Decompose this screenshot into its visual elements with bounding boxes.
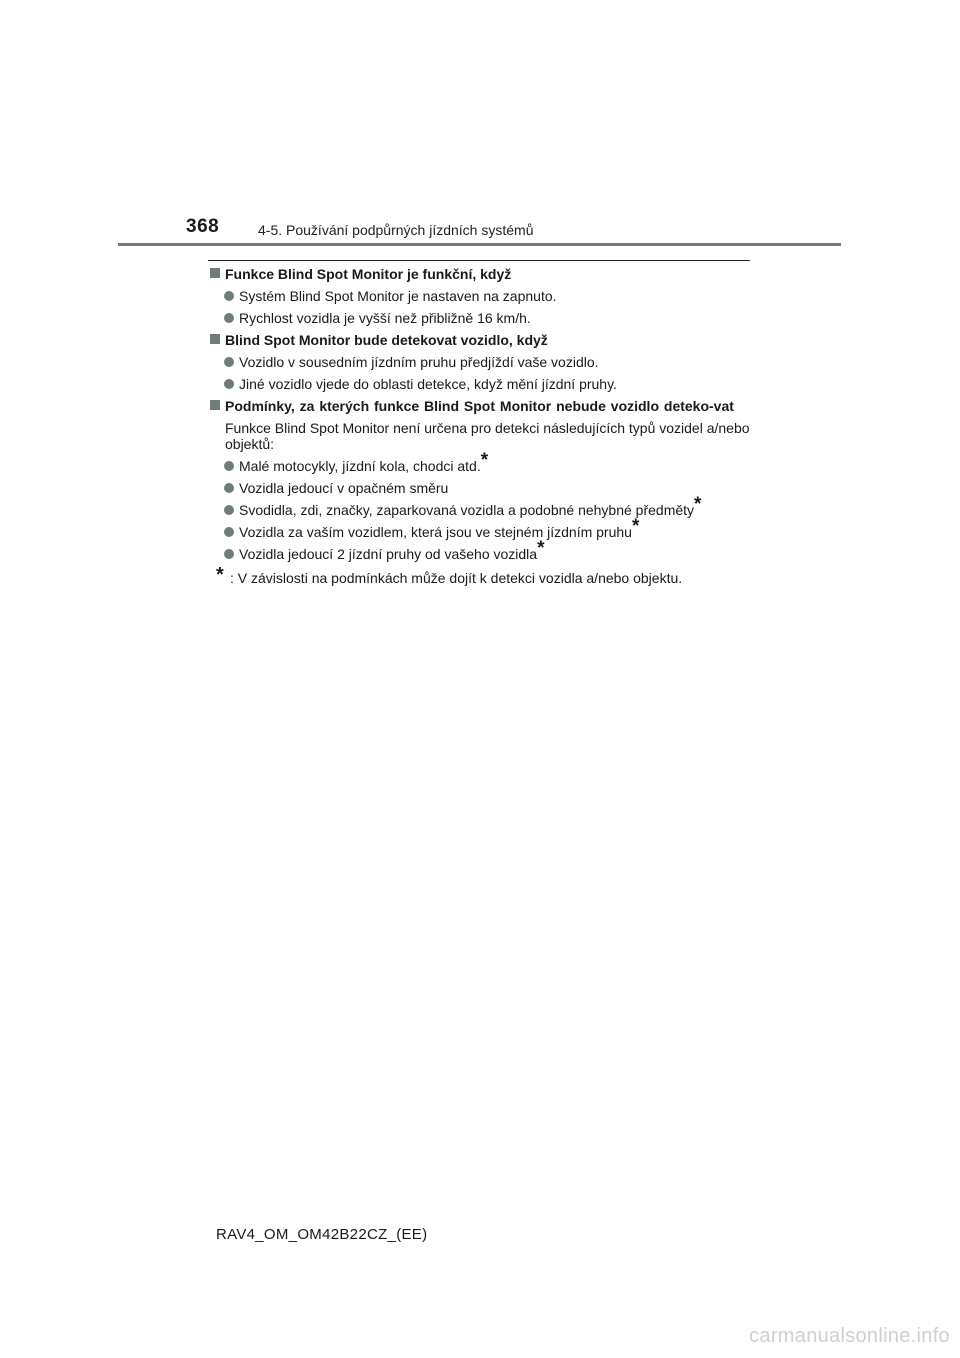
square-bullet-icon [210,334,220,344]
list-item-text: Vozidla za vaším vozidlem, která jsou ve stejném jízdním pruhu* [239,516,640,540]
circle-bullet-icon [224,505,234,515]
list-item [208,310,753,326]
watermark: carmanualsonline.info [749,1325,950,1347]
footnote-text: : V závislosti na podmínkách může dojít k detekci vozidla a/nebo objektu. [230,570,683,586]
list-item-text: Jiné vozidlo vjede do oblasti detekce, když mění jízdní pruhy. [239,376,617,392]
list-item [208,376,753,392]
circle-bullet-icon [224,549,234,559]
section-divider [208,260,750,261]
circle-bullet-icon [224,527,234,537]
circle-bullet-icon [224,313,234,323]
document-code: RAV4_OM_OM42B22CZ_(EE) [216,1226,428,1243]
section-paragraph: Funkce Blind Spot Monitor není určena pro detekci následujících typů vozidel a/nebo objektů: [225,420,750,452]
square-bullet-icon [210,268,220,278]
footnote [208,564,753,586]
chapter-title: 4-5. Používání podpůrných jízdních systémů [258,222,534,238]
section-heading-text: Podmínky, za kterých funkce Blind Spot Monitor nebude vozidlo deteko-vat [225,398,734,414]
section-heading [208,332,753,348]
circle-bullet-icon [224,483,234,493]
list-item-text: Malé motocykly, jízdní kola, chodci atd.* [239,450,489,474]
list-item-text: Vozidla jedoucí v opačném směru [239,480,449,496]
section-heading-text: Blind Spot Monitor bude detekovat vozidlo, když [225,332,548,348]
footnote-star: * [631,516,640,537]
list-item [208,516,753,540]
list-item-text: Vozidla jedoucí 2 jízdní pruhy od vašeho vozidla* [239,538,545,562]
footnote-star: * [480,450,489,471]
section-heading-text: Funkce Blind Spot Monitor je funkční, když [225,266,512,282]
list-item [208,288,753,304]
list-item [208,354,753,370]
list-item [208,494,753,518]
footnote-star: * [694,494,702,515]
header-divider [118,243,841,246]
list-item [208,480,753,496]
list-item-text: Systém Blind Spot Monitor je nastaven na zapnuto. [239,288,557,304]
list-item [208,450,753,474]
list-item-text: Rychlost vozidla je vyšší než přibližně 16 km/h. [239,310,531,326]
list-item-text: Vozidlo v sousedním jízdním pruhu předjíždí vaše vozidlo. [239,354,599,370]
circle-bullet-icon [224,357,234,367]
circle-bullet-icon [224,461,234,471]
page-content [208,266,753,586]
page-number: 368 [186,216,220,237]
circle-bullet-icon [224,291,234,301]
footnote-star: * [537,538,545,559]
list-item-text: Svodidla, zdi, značky, zaparkovaná vozidla a podobné nehybné předměty* [239,494,702,518]
list-item [208,538,753,562]
circle-bullet-icon [224,379,234,389]
footnote-mark: * [216,564,224,586]
section-heading [208,398,753,414]
square-bullet-icon [210,400,220,410]
section-heading [208,266,753,282]
